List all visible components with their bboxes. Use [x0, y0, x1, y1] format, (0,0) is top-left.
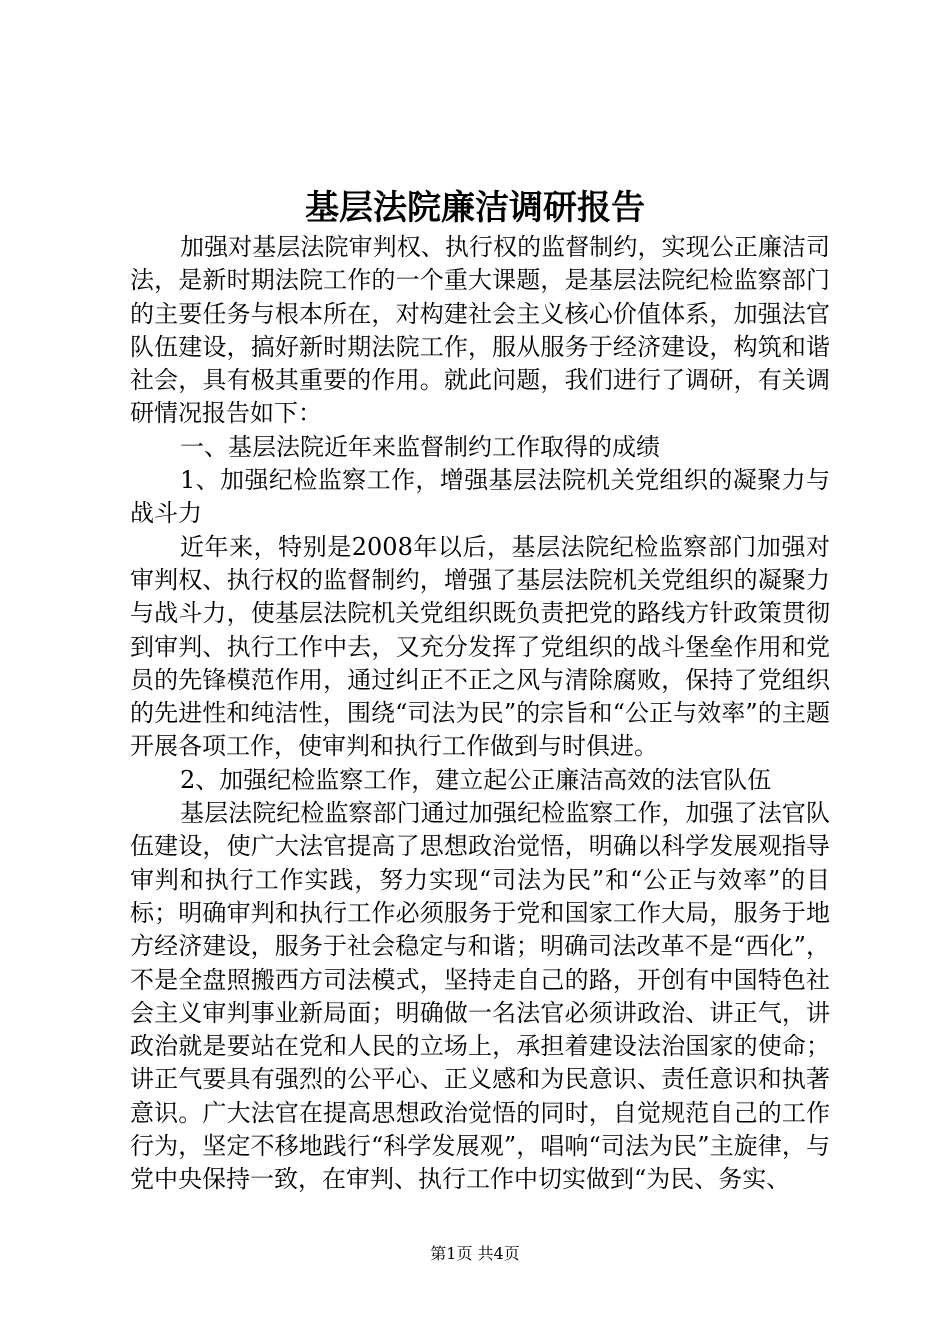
paragraph-intro: 加强对基层法院审判权、执行权的监督制约，实现公正廉洁司法，是新时期法院工作的一个重大课题，是基层法院纪检监察部门的主要任务与根本所在，对构建社会主义核心价值体系，加强法官队伍建设，搞好新时期法院工作，服从服务于经济建设，构筑和谐社会，具有极其重要的作用。就此问题，我们进行了调研，有关调研情况报告如下： — [130, 233, 830, 428]
subsection-heading-2: 2、加强纪检监察工作，建立起公正廉洁高效的法官队伍 — [180, 765, 772, 794]
document-title: 基层法院廉洁调研报告 — [305, 188, 645, 228]
section-heading-1: 一、基层法院近年来监督制约工作取得的成绩 — [180, 432, 660, 461]
subsection-heading-1: 1、加强纪检监察工作，增强基层法院机关党组织的凝聚力与战斗力 — [130, 466, 830, 528]
paragraph-body-1: 近年来，特别是2008年以后，基层法院纪检监察部门加强对审判权、执行权的监督制约，增强了基层法院机关党组织的凝聚力与战斗力，使基层法院机关党组织既负责把党的路线方针政策贯彻到审判、执行工作中去，又充分发挥了党组织的战斗堡垒作用和党员的先锋模范作用，通过纠正不正之风与清除腐败，保持了党组织的先进性和纯洁性，围绕“司法为民”的宗旨和“公正与效率”的主题开展各项工作，使审判和执行工作做到与时俱进。 — [130, 532, 830, 761]
document-body — [130, 231, 830, 1197]
paragraph-body-2: 基层法院纪检监察部门通过加强纪检监察工作，加强了法官队伍建设，使广大法官提高了思想政治觉悟，明确以科学发展观指导审判和执行工作实践，努力实现“司法为民”和“公正与效率”的目标；明确审判和执行工作必须服务于党和国家工作大局，服务于地方经济建设，服务于社会稳定与和谐；明确司法改革不是“西化”，不是全盘照搬西方司法模式，坚持走自己的路，开创有中国特色社会主义审判事业新局面；明确做一名法官必须讲政治、讲正气，讲政治就是要站在党和人民的立场上，承担着建设法治国家的使命；讲正气要具有强烈的公平心、正义感和为民意识、责任意识和执著意识。广大法官在提高思想政治觉悟的同时，自觉规范自己的工作行为，坚定不移地践行“科学发展观”，唱响“司法为民”主旋律，与党中央保持一致，在审判、执行工作中切实做到“为民、务实、 — [130, 799, 830, 1194]
page-footer: 第1页 共4页 — [430, 1244, 520, 1263]
